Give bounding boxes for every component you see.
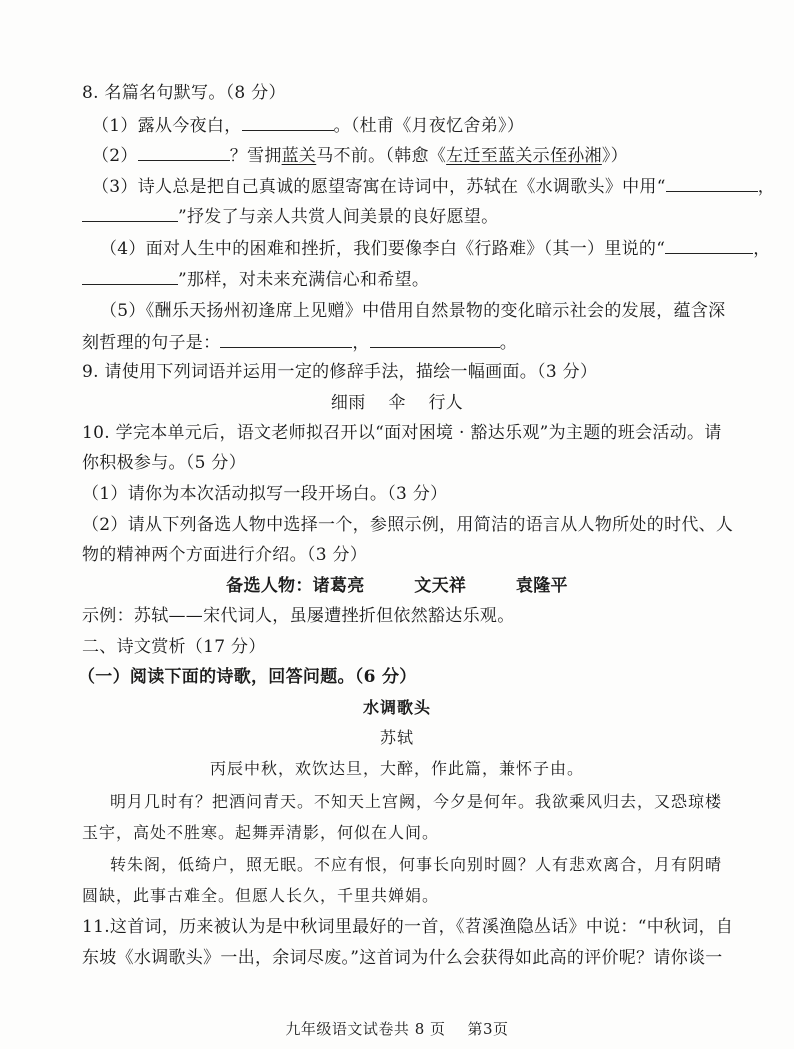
answer-blank[interactable]	[370, 331, 500, 348]
q10-sub-1: （1）请你为本次活动拟写一段开场白。（3 分）	[82, 484, 448, 504]
q8-item-3-line-2: ”抒发了与亲人共赏人间美景的良好愿望。	[82, 205, 498, 228]
q9-words: 细雨 伞 行人	[330, 393, 464, 413]
answer-blank[interactable]	[666, 175, 758, 192]
q10-example: 示例：苏轼——宋代词人，虽屡遭挫折但依然豁达乐观。	[82, 606, 515, 626]
poem-stanza-1-line-1: 明月几时有？把酒问青天。不知天上宫阙，今夕是何年。我欲乘风归去，又恐琼楼	[110, 792, 723, 811]
q10-candidates: 备选人物：诸葛亮 文天祥 袁隆平	[226, 576, 568, 596]
section-2-part-1: （一）阅读下面的诗歌，回答问题。（6 分）	[78, 667, 417, 687]
footer-total-pages: 九年级语文试卷共 8 页	[285, 1020, 446, 1038]
poem-author: 苏轼	[379, 728, 414, 747]
answer-blank[interactable]	[220, 331, 352, 348]
q8-title: 8. 名篇名句默写。（8 分）	[82, 83, 286, 103]
q10-title-line-1: 10. 学完本单元后，语文老师拟召开以“面对困境 · 豁达乐观”为主题的班会活动。请	[82, 423, 722, 443]
q11-line-1: 11.这首词，历来被认为是中秋词里最好的一首，《苕溪渔隐丛话》中说：“中秋词，自	[82, 917, 734, 937]
answer-blank[interactable]	[665, 237, 753, 254]
poem-stanza-2-line-1: 转朱阁，低绮户，照无眠。不应有恨，何事长向别时圆？人有悲欢离合，月有阴晴	[110, 855, 723, 874]
q10-sub-2-line-2: 物的精神两个方面进行介绍。（3 分）	[82, 545, 368, 565]
q10-title-line-2: 你积极参与。（5 分）	[82, 453, 247, 473]
answer-blank[interactable]	[138, 144, 230, 161]
q11-line-2: 东坡《水调歌头》一出，余词尽废。”这首词为什么会获得如此高的评价呢？请你谈一	[82, 948, 723, 968]
poem-stanza-2-line-2: 圆缺，此事古难全。但愿人长久，千里共婵娟。	[82, 886, 440, 905]
poem-preface: 丙辰中秋，欢饮达旦，大醉，作此篇，兼怀子由。	[209, 759, 584, 778]
q8-item-1: （1）露从今夜白， 。（杜甫《月夜忆舍弟》）	[92, 116, 525, 136]
page-footer	[0, 1018, 794, 1039]
answer-blank[interactable]	[82, 268, 178, 285]
q9-title: 9. 请使用下列词语并运用一定的修辞手法，描绘一幅画面。（3 分）	[82, 362, 598, 382]
q8-item-4-line-2: ”那样，对未来充满信心和希望。	[82, 268, 429, 291]
q8-item-2: （2） ？雪拥蓝关马不前。（韩愈《左迁至蓝关示侄孙湘》）	[92, 146, 628, 166]
poem-title: 水调歌头	[362, 698, 431, 717]
answer-blank[interactable]	[242, 114, 334, 131]
answer-blank[interactable]	[82, 205, 178, 222]
section-2-title: 二、诗文赏析（17 分）	[82, 637, 266, 657]
q8-item-5-line-2: 刻哲理的句子是： ， 。	[82, 333, 518, 353]
q8-item-5-line-1: （5）《酬乐天扬州初逢席上见赠》中借用自然景物的变化暗示社会的发展，蕴含深	[100, 301, 726, 321]
q10-sub-2-line-1: （2）请从下列备选人物中选择一个，参照示例，用简洁的语言从人物所处的时代、人	[82, 515, 734, 535]
poem-stanza-1-line-2: 玉宇，高处不胜寒。起舞弄清影，何似在人间。	[82, 823, 440, 842]
q8-item-4-line-1: （4）面对人生中的困难和挫折，我们要像李白《行路难》（其一）里说的“ ，	[100, 239, 771, 259]
q8-item-3-line-1: （3）诗人总是把自己真诚的愿望寄寓在诗词中，苏轼在《水调歌头》中用“ ，	[92, 177, 776, 197]
footer-page-number: 第3页	[467, 1020, 509, 1038]
